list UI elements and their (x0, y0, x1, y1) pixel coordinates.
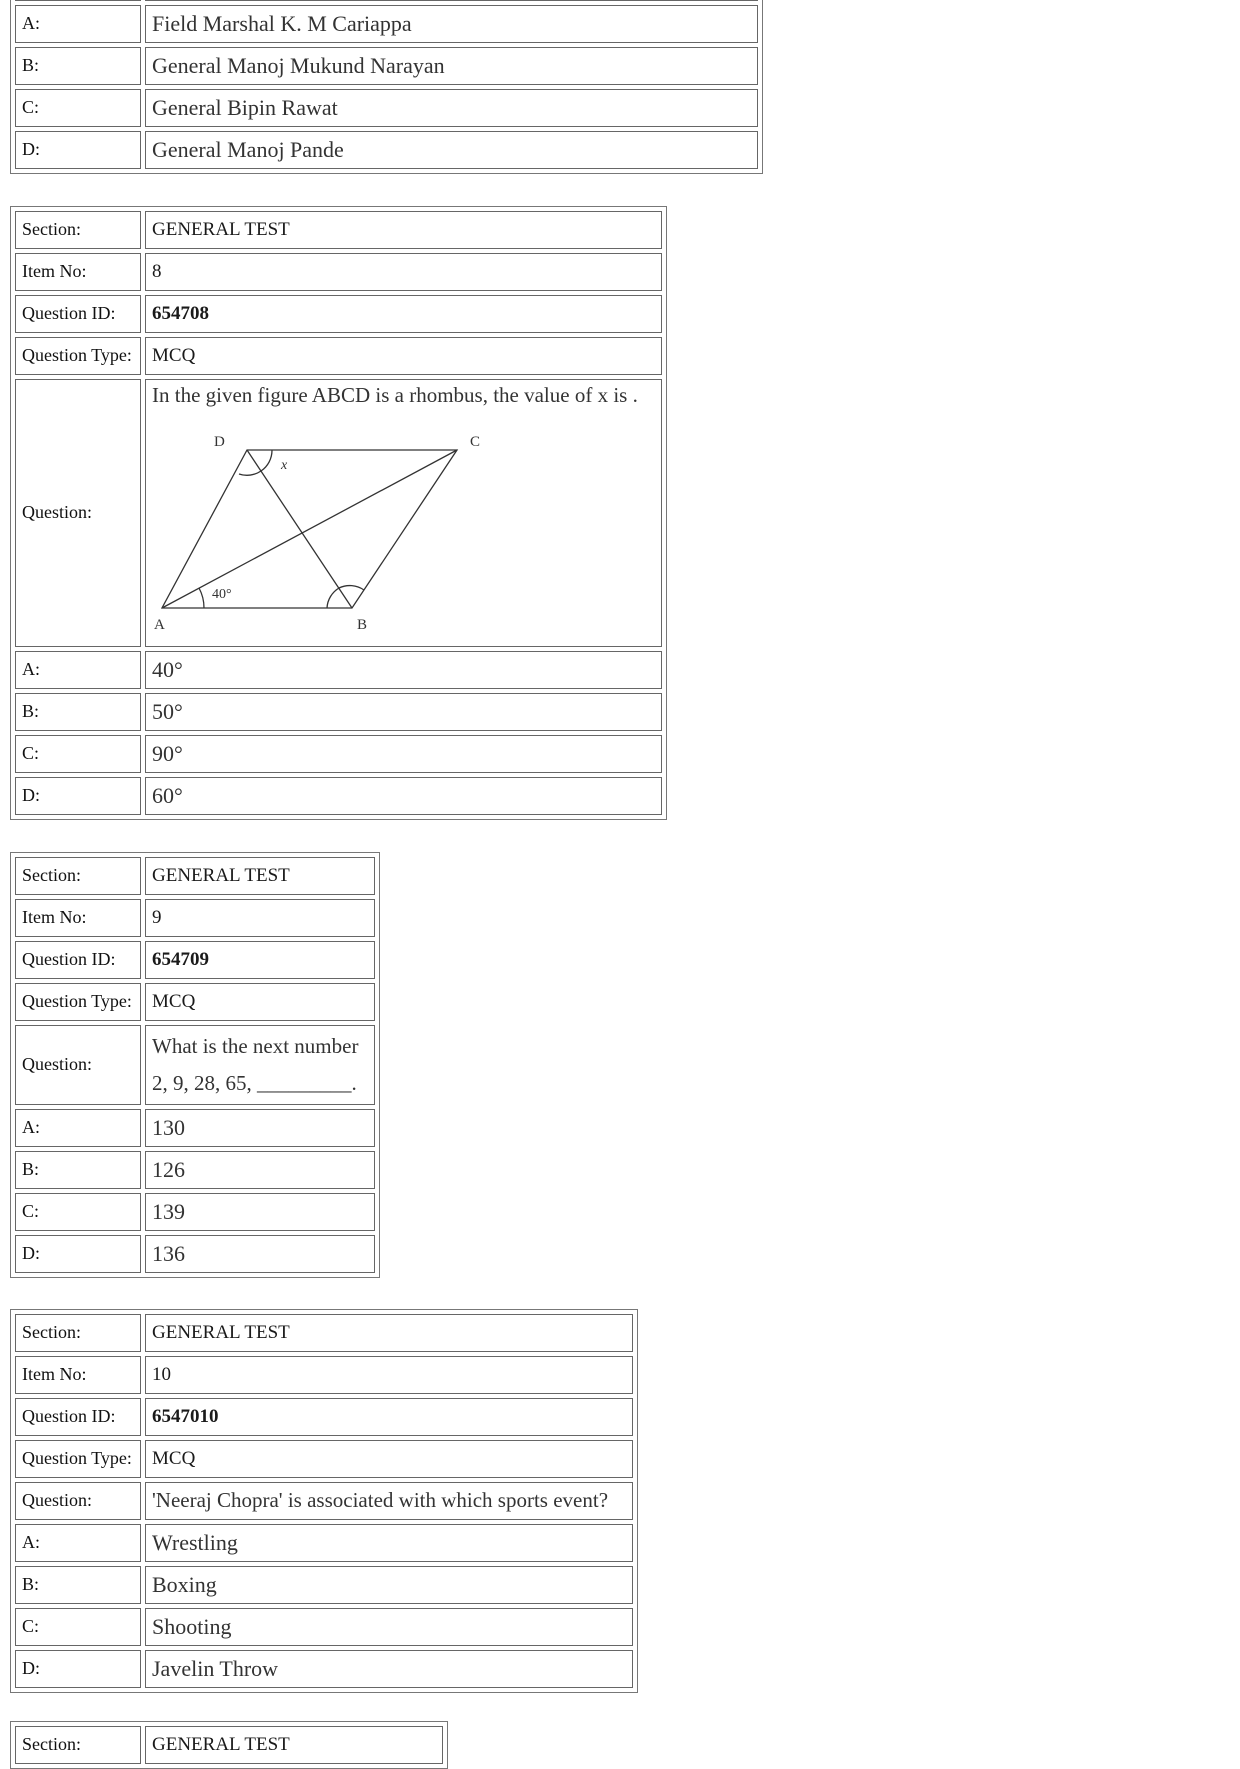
section-value: GENERAL TEST (145, 211, 662, 249)
item-no-value: 10 (145, 1356, 633, 1394)
question-id-value: 654709 (145, 941, 375, 979)
question-block-10 (10, 1309, 638, 1693)
option-b-text: 50° (145, 693, 662, 731)
option-c-text: Shooting (145, 1608, 633, 1646)
question-type-label: Question Type: (15, 983, 141, 1021)
question-text: In the given figure ABCD is a rhombus, the value of x is . (152, 383, 638, 407)
vertex-label-b: B (357, 617, 368, 634)
item-no-label: Item No: (15, 899, 141, 937)
question-block-9 (10, 852, 380, 1278)
question-type-value: MCQ (145, 337, 662, 375)
option-c-text: 90° (145, 735, 662, 773)
question-id-value: 6547010 (145, 1398, 633, 1436)
option-c-label: C: (15, 89, 141, 127)
question-type-label: Question Type: (15, 337, 141, 375)
angle-label-40: 40° (212, 587, 232, 603)
question-content (145, 379, 662, 647)
option-c-label: C: (15, 1193, 141, 1231)
option-b-label: B: (15, 693, 141, 731)
option-a-label: A: (15, 651, 141, 689)
question-id-label: Question ID: (15, 1398, 141, 1436)
question-text: 'Neeraj Chopra' is associated with which sports event? (145, 1482, 633, 1520)
item-no-value: 9 (145, 899, 375, 937)
option-b-text: Boxing (145, 1566, 633, 1604)
question-type-value: MCQ (145, 1440, 633, 1478)
question-id-label: Question ID: (15, 295, 141, 333)
option-b-text: 126 (145, 1151, 375, 1189)
item-no-value: 8 (145, 253, 662, 291)
option-a-text: Field Marshal K. M Cariappa (145, 5, 758, 43)
option-c-text: General Bipin Rawat (145, 89, 758, 127)
option-a-label: A: (15, 1109, 141, 1147)
option-a-text: Wrestling (145, 1524, 633, 1562)
angle-arc-b (327, 586, 364, 608)
question-id-value: 654708 (145, 295, 662, 333)
cut-label-cell (15, 0, 141, 1)
cut-value-cell (145, 0, 758, 1)
diagonal-db (247, 450, 352, 608)
section-value: GENERAL TEST (145, 1726, 443, 1764)
vertex-label-c: C (470, 434, 481, 451)
angle-arc-a (199, 588, 204, 608)
section-label: Section: (15, 211, 141, 249)
option-b-label: B: (15, 1151, 141, 1189)
option-d-label: D: (15, 131, 141, 169)
question-line-2: 2, 9, 28, 65, _________. (152, 1071, 357, 1095)
option-b-label: B: (15, 47, 141, 85)
vertex-label-d: D (214, 434, 225, 451)
section-label: Section: (15, 857, 141, 895)
question-type-value: MCQ (145, 983, 375, 1021)
option-d-label: D: (15, 777, 141, 815)
section-value: GENERAL TEST (145, 857, 375, 895)
vertex-label-a: A (154, 617, 165, 634)
question-block-7-options (10, 0, 763, 174)
question-label: Question: (15, 1025, 141, 1105)
option-d-text: 136 (145, 1235, 375, 1273)
option-a-text: 40° (145, 651, 662, 689)
option-c-text: 139 (145, 1193, 375, 1231)
question-content (145, 1025, 375, 1105)
option-c-label: C: (15, 735, 141, 773)
option-d-label: D: (15, 1235, 141, 1273)
option-a-label: A: (15, 1524, 141, 1562)
option-c-label: C: (15, 1608, 141, 1646)
question-type-label: Question Type: (15, 1440, 141, 1478)
rhombus-figure (152, 411, 482, 636)
question-id-label: Question ID: (15, 941, 141, 979)
section-label: Section: (15, 1726, 141, 1764)
option-d-text: General Manoj Pande (145, 131, 758, 169)
option-b-label: B: (15, 1566, 141, 1604)
diagonal-ac (162, 450, 457, 608)
option-b-text: General Manoj Mukund Narayan (145, 47, 758, 85)
section-value: GENERAL TEST (145, 1314, 633, 1352)
option-d-text: Javelin Throw (145, 1650, 633, 1688)
option-d-label: D: (15, 1650, 141, 1688)
item-no-label: Item No: (15, 253, 141, 291)
question-block-8 (10, 206, 667, 820)
item-no-label: Item No: (15, 1356, 141, 1394)
option-d-text: 60° (145, 777, 662, 815)
section-label: Section: (15, 1314, 141, 1352)
question-label: Question: (15, 1482, 141, 1520)
angle-label-x: x (281, 458, 288, 474)
question-block-11-partial (10, 1721, 448, 1769)
question-label: Question: (15, 379, 141, 647)
option-a-label: A: (15, 5, 141, 43)
option-a-text: 130 (145, 1109, 375, 1147)
question-line-1: What is the next number (152, 1033, 359, 1058)
